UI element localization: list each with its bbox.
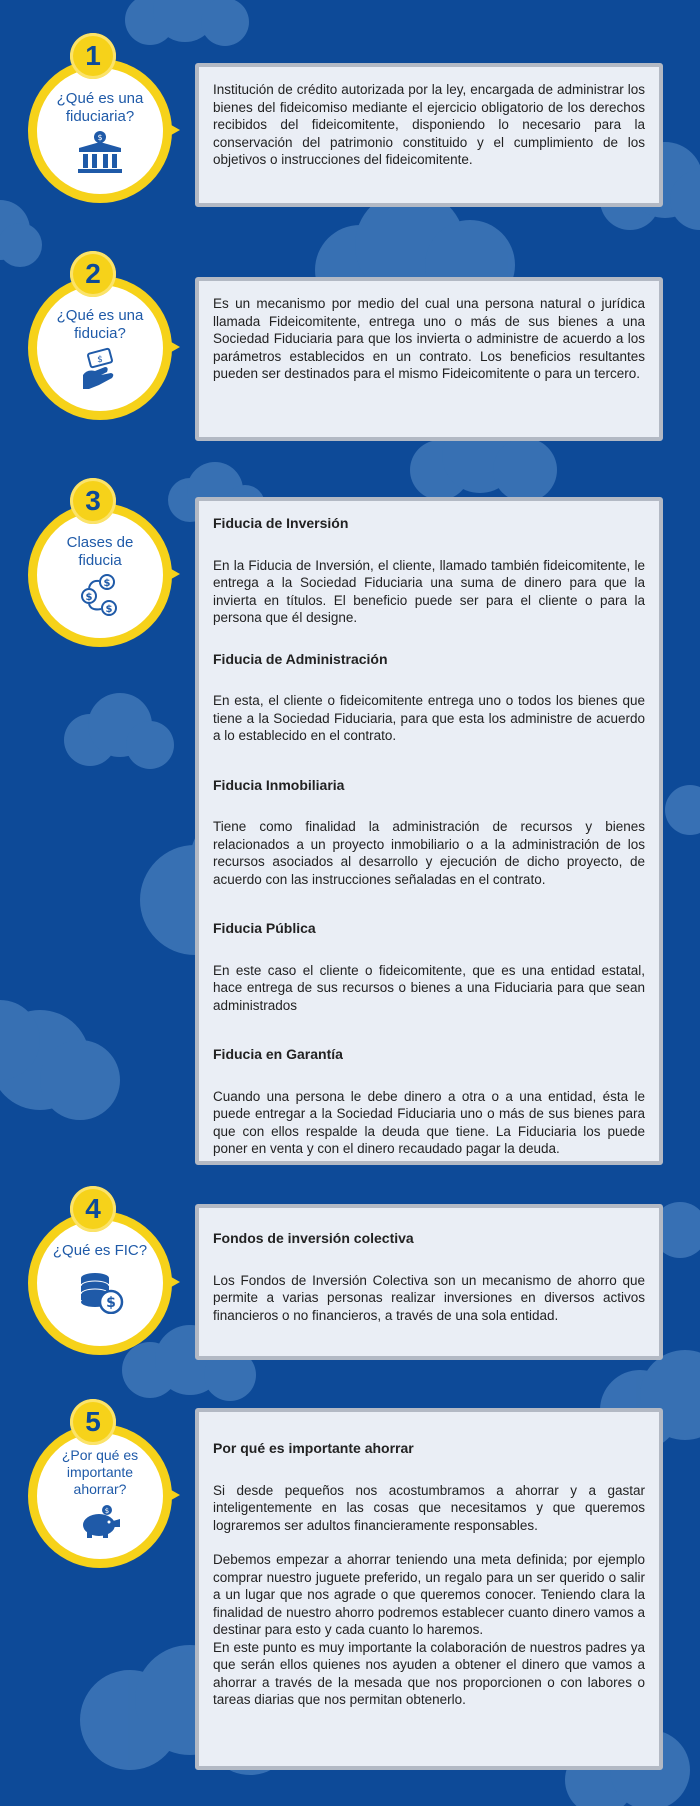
- card-text: Es un mecanismo por medio del cual una persona natural o jurídica llamada Fideicomitente, entrega uno o más de sus bienes a una Sociedad Fiduciaria para que los invierta o administre de acuerdo a los parámetros establecidos en un contrato. Los beneficios resultantes pueden ser destinados para el mismo Fideicomitente o para un tercero.: [213, 296, 645, 381]
- card-text: En este caso el cliente o fideicomitente, que es una entidad estatal, hace entrega de sus recursos o bienes a una Fiduciaria para que sean administrados: [213, 962, 645, 1013]
- card-text: Institución de crédito autorizada por la ley, encargada de administrar los bienes del fideicomiso mediante el ejercicio obligatorio de los derechos recibidos del fideicomitente, disponiendo lo necesario para la conservación del patrimonio constituido y el cumplimiento de los objetivos o instrucciones del fideicomitente.: [213, 82, 645, 167]
- card-heading: Fiducia Inmobiliaria: [213, 776, 345, 793]
- svg-text:$: $: [97, 355, 103, 365]
- money-exchange-icon: [75, 574, 125, 618]
- card-text: En este punto es muy importante la colaboración de nuestros padres ya que serán ellos quienes nos ayuden a obtener el dinero que vamos a ahorrar a través de la mesada que nos proporcionen o con labores o tareas diarias que nos permitan obtenerlo.: [213, 1639, 645, 1707]
- bubble-question: ¿Por qué es importante ahorrar?: [61, 1447, 139, 1497]
- question-bubble: [28, 59, 172, 203]
- hand-money-icon: [75, 347, 125, 391]
- card-text: Si desde pequeños nos acostumbramos a ahorrar y a gastar inteligentemente en las cosas que necesitamos y que queremos lograremos ser adultos financieramente responsables.: [213, 1482, 645, 1533]
- step-number: 2: [70, 251, 116, 297]
- svg-text:$: $: [106, 1295, 116, 1311]
- svg-text:$: $: [103, 578, 111, 589]
- coins-stack-icon: [75, 1270, 125, 1314]
- info-card: [195, 1204, 663, 1360]
- question-bubble: [28, 276, 172, 420]
- step-number: 5: [70, 1399, 116, 1445]
- card-text: En esta, el cliente o fideicomitente entrega uno o todos los bienes que tiene a la Sociedad Fiduciaria, para que esta los administre de acuerdo a lo establecido en el contrato.: [213, 693, 645, 743]
- step-number: 1: [70, 33, 116, 79]
- info-card: [195, 497, 663, 1165]
- bubble-question: Clases de fiducia: [66, 534, 134, 569]
- card-text: Cuando una persona le debe dinero a otra o a una entidad, ésta le puede entregar a la Sociedad Fiduciaria uno o más de sus bienes para que con ellos respalde la deuda que tiene. La Fiduciaria los puede poner en venta y con el dinero recaudado pagar la deuda.: [213, 1088, 645, 1156]
- bubble-question: ¿Qué es una fiducia?: [56, 307, 144, 342]
- piggy-bank-icon: [75, 1505, 125, 1539]
- card-heading: Fiducia en Garantía: [213, 1046, 343, 1062]
- card-heading: Fiducia de Administración: [213, 650, 388, 667]
- question-bubble: [28, 1211, 172, 1355]
- step-number: 4: [70, 1186, 116, 1232]
- question-bubble: [28, 1424, 172, 1568]
- card-heading: Fiducia de Inversión: [213, 515, 349, 531]
- svg-text:$: $: [97, 133, 103, 142]
- bubble-question: ¿Qué es FIC?: [52, 1242, 148, 1259]
- card-heading: Fiducia Pública: [213, 920, 316, 936]
- card-text: Tiene como finalidad la administración de recursos y bienes relacionados a un proyecto inmobiliario o a la administración de los recursos asociados al desarrollo y ejecución de dicho proyecto, de acuerdo con las instrucciones señaladas en el contrato.: [213, 819, 645, 887]
- card-heading: Por qué es importante ahorrar: [213, 1440, 414, 1456]
- bank-building-icon: [75, 130, 125, 174]
- svg-text:$: $: [104, 1507, 110, 1515]
- bubble-question: ¿Qué es una fiduciaria?: [56, 90, 144, 125]
- info-card: [195, 1408, 663, 1770]
- card-text: En la Fiducia de Inversión, el cliente, llamado también fideicomitente, le entrega a la Sociedad Fiduciaria una suma de dinero para que la invierta en títulos. El beneficio puede ser para el cliente o para la persona que él designe.: [213, 557, 645, 625]
- info-card: [195, 277, 663, 441]
- step-number: 3: [70, 478, 116, 524]
- card-text: Los Fondos de Inversión Colectiva son un mecanismo de ahorro que permite a varias personas realizar inversiones en diversos activos financieros o no financieros, a través de una sola entidad.: [213, 1272, 645, 1323]
- question-bubble: [28, 503, 172, 647]
- svg-text:$: $: [85, 592, 93, 603]
- card-text: Debemos empezar a ahorrar teniendo una meta definida; por ejemplo comprar nuestro juguete preferido, un regalo para un ser querido o salir a un lugar que nos agrade o que queremos conocer. Teniendo clara la finalidad de nuestro ahorro podremos establecer cuanto dinero vamos a destinar para esto y cada cuanto lo haremos.: [213, 1552, 645, 1637]
- info-card: [195, 63, 663, 207]
- card-heading: Fondos de inversión colectiva: [213, 1230, 414, 1246]
- svg-text:$: $: [105, 604, 113, 615]
